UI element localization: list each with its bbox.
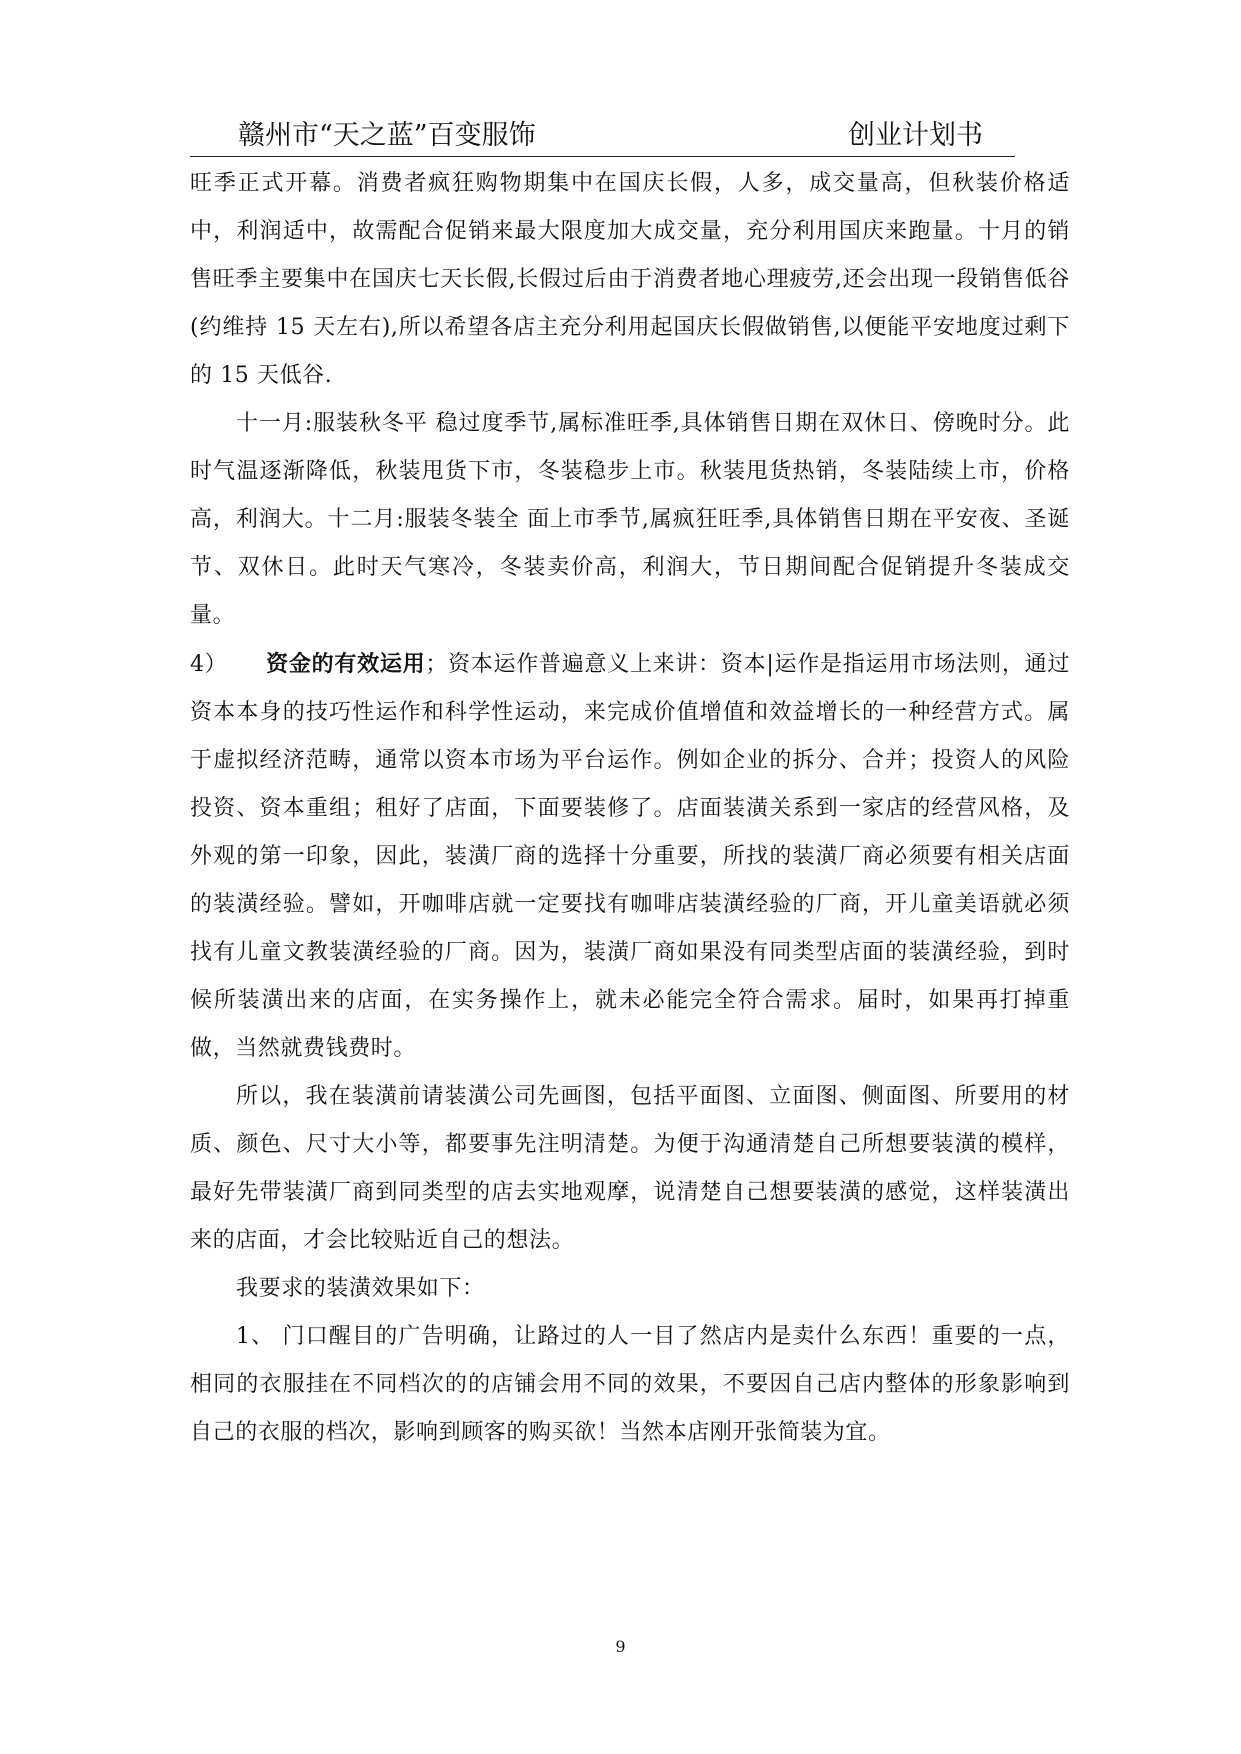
paragraph-nov-dec: 十一月:服装秋冬平 稳过度季节,属标准旺季,具体销售日期在双休日、傍晚时分。此时气温逐渐降低，秋装甩货下市，冬装稳步上市。秋装甩货热销，冬装陆续上市，价格高，利润大。十二月:服装冬装全 面上市季节,属疯狂旺季,具体销售日期在平安夜、圣诞节、双休日。此时天气寒冷，冬装卖价高，利润大，节日期间配合促销提升冬装成交量。 — [190, 411, 1070, 628]
paragraph-peak-season: 旺季正式开幕。消费者疯狂购物期集中在国庆长假，人多，成交量高，但秋装价格适中，利润适中，故需配合促销来最大限度加大成交量，充分利用国庆来跑量。十月的销售旺季主要集中在国庆七天长假,长假过后由于消费者地心理疲劳,还会出现一段销售低谷(约维持 15 天左右),所以希望各店主充分利用起国庆长假做销售,以便能平安地度过剩下的 15 天低谷. — [190, 171, 1070, 388]
paragraph-requirements-intro: 我要求的装潢效果如下： — [236, 1276, 485, 1301]
body-text — [190, 160, 1070, 1457]
paragraph-requirement-1: 1、 门口醒目的广告明确，让路过的人一目了然店内是卖什么东西！重要的一点，相同的衣服挂在不同档次的的店铺会用不同的效果，不要因自己店内整体的形象影响到自己的衣服的档次，影响到顾客的购买欲！当然本店刚开张简装为宜。 — [190, 1324, 1070, 1445]
header-title: 赣州市“天之蓝”百变服饰 — [238, 120, 536, 151]
header-doc-type: 创业计划书 — [848, 120, 983, 151]
page-number: 9 — [615, 1637, 626, 1656]
paragraph-design-drawings: 所以，我在装潢前请装潢公司先画图，包括平面图、立面图、侧面图、所要用的材质、颜色、尺寸大小等，都要事先注明清楚。为便于沟通清楚自己所想要装潢的模样，最好先带装潢厂商到同类型的店去实地观摩，说清楚自己想要装潢的感觉，这样装潢出来的店面，才会比较贴近自己的想法。 — [190, 1084, 1070, 1253]
section-heading: 资金的有效运用 — [266, 651, 426, 677]
item-number: 4） — [190, 652, 228, 677]
paragraph-capital-use-text: ；资本运作普遍意义上来讲：资本|运作是指运用市场法则，通过资本本身的技巧性运作和科学性运动，来完成价值增值和效益增长的一种经营方式。属于虚拟经济范畴，通常以资本市场为平台运作。例如企业的拆分、合并；投资人的风险投资、资本重组；租好了店面，下面要装修了。店面装潢关系到一家店的经营风格，及外观的第一印象，因此，装潢厂商的选择十分重要，所找的装潢厂商必须要有相关店面的装潢经验。譬如，开咖啡店就一定要找有咖啡店装潢经验的厂商，开儿童美语就必须找有儿童文教装潢经验的厂商。因为，装潢厂商如果没有同类型店面的装潢经验，到时候所装潢出来的店面，在实务操作上，就未必能完全符合需求。届时，如果再打掉重做，当然就费钱费时。 — [190, 652, 1070, 1061]
paragraph-capital-use — [190, 640, 1070, 1073]
page-header — [190, 118, 1015, 157]
